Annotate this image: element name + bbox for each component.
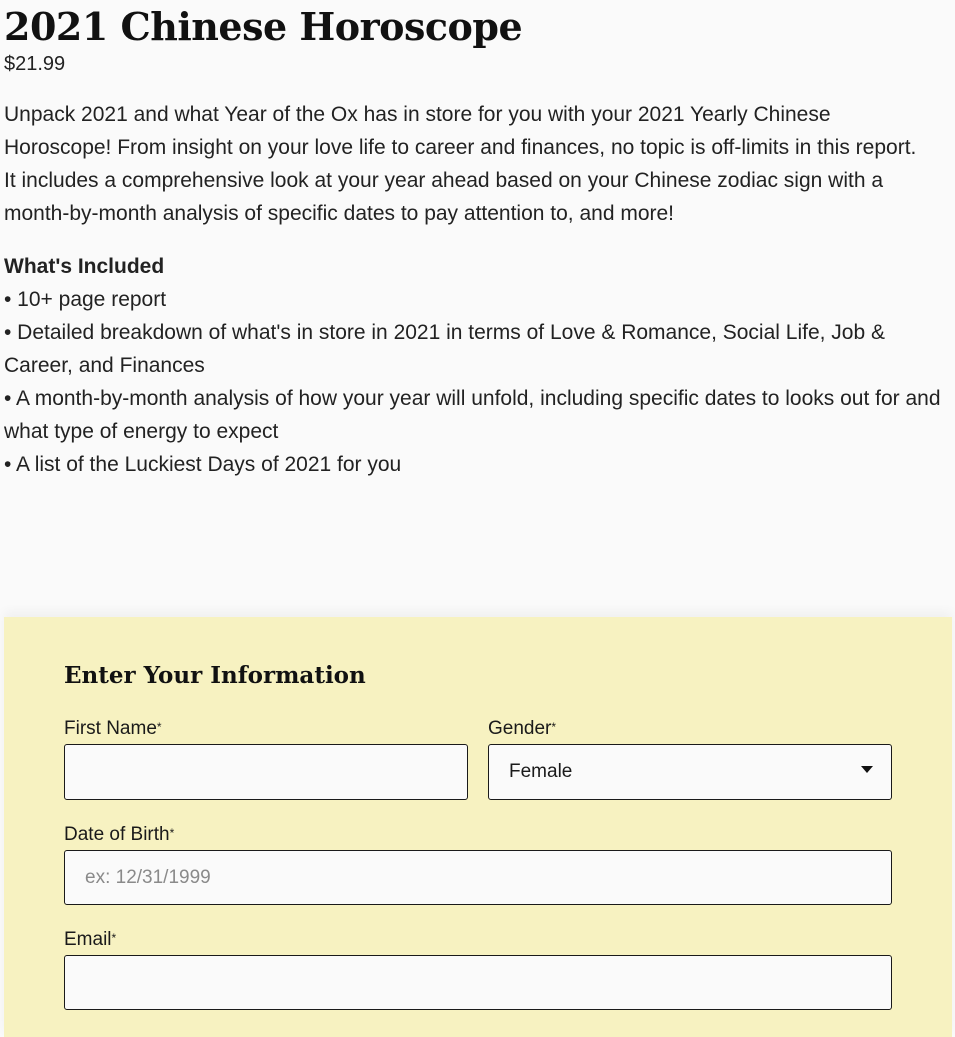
gender-selected-value: Female bbox=[509, 761, 573, 782]
product-title: 2021 Chinese Horoscope bbox=[4, 4, 523, 49]
dob-input[interactable] bbox=[64, 850, 892, 905]
information-form bbox=[4, 617, 952, 1037]
form-title: Enter Your Information bbox=[64, 662, 366, 689]
gender-label bbox=[488, 717, 556, 741]
included-item: • A month-by-month analysis of how your year will unfold, including specific dates to looks out for and what type of energy to expect bbox=[4, 387, 941, 443]
included-item: • A list of the Luckiest Days of 2021 for you bbox=[4, 453, 402, 476]
required-marker: * bbox=[551, 720, 557, 734]
dob-label bbox=[64, 823, 174, 847]
whats-included-heading: What's Included bbox=[4, 255, 165, 278]
email-label-text: Email bbox=[64, 929, 112, 950]
whats-included-list bbox=[4, 250, 954, 481]
first-name-label bbox=[64, 717, 162, 741]
email-input[interactable] bbox=[64, 955, 892, 1010]
gender-select[interactable] bbox=[488, 744, 892, 800]
dob-label-text: Date of Birth bbox=[64, 824, 170, 845]
caret-down-icon bbox=[861, 766, 873, 773]
first-name-input[interactable] bbox=[64, 744, 468, 800]
gender-label-text: Gender bbox=[488, 718, 552, 739]
included-item: • 10+ page report bbox=[4, 288, 167, 311]
product-price: $21.99 bbox=[4, 53, 66, 75]
required-marker: * bbox=[111, 931, 117, 945]
included-item: • Detailed breakdown of what's in store in 2021 in terms of Love & Romance, Social Life, Job & Career, and Finances bbox=[4, 321, 885, 377]
email-label bbox=[64, 928, 116, 952]
product-description: Unpack 2021 and what Year of the Ox has in store for you with your 2021 Yearly Chinese Horoscope! From insight on your love life to career and finances, no topic is off-limits in this report. It includes a comprehensive look at your year ahead based on your Chinese zodiac sign with a month-by-month analysis of specific dates to pay attention to, and more! bbox=[4, 103, 917, 225]
product-section bbox=[4, 0, 954, 481]
required-marker: * bbox=[169, 826, 175, 840]
first-name-label-text: First Name bbox=[64, 718, 157, 739]
dob-placeholder: ex: 12/31/1999 bbox=[85, 866, 211, 888]
required-marker: * bbox=[156, 720, 162, 734]
